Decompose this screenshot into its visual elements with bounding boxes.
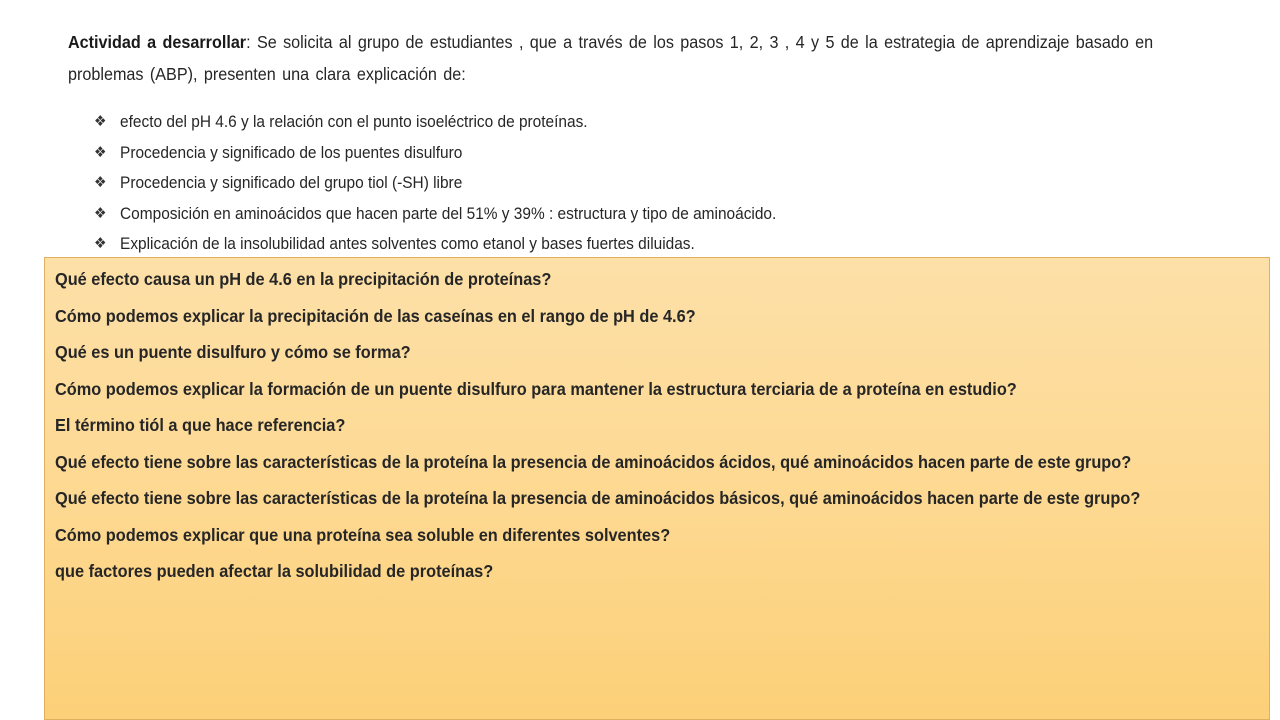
bullet-text: Procedencia y significado de los puentes disulfuro — [120, 142, 463, 162]
activity-intro — [68, 26, 1203, 90]
diamond-bullet-icon: ❖ — [94, 204, 107, 222]
bullet-item — [94, 168, 1130, 199]
question-item: Qué efecto tiene sobre las características de la proteína la presencia de aminoácidos ácidos, qué aminoácidos hacen parte de este grupo? — [55, 451, 1132, 472]
bullet-text: efecto del pH 4.6 y la relación con el punto isoeléctrico de proteínas. — [120, 112, 588, 131]
activity-section — [68, 26, 1208, 260]
question-item: Qué efecto tiene sobre las características de la proteína la presencia de aminoácidos básicos, qué aminoácidos hacen parte de este grupo? — [55, 488, 1141, 508]
bullet-text: Explicación de la insolubilidad antes solventes como etanol y bases fuertes diluidas. — [120, 234, 695, 253]
bullet-item — [94, 107, 1130, 138]
question-item: Qué es un puente disulfuro y cómo se forma? — [55, 342, 411, 362]
question-item: El término tiól a que hace referencia? — [55, 415, 346, 435]
diamond-bullet-icon: ❖ — [94, 174, 107, 191]
diamond-bullet-icon: ❖ — [94, 143, 107, 161]
question-item: Cómo podemos explicar que una proteína sea soluble en diferentes solventes? — [55, 524, 671, 545]
diamond-bullet-icon: ❖ — [94, 235, 107, 252]
diamond-bullet-icon: ❖ — [94, 113, 107, 130]
bullet-item — [94, 138, 1130, 169]
activity-lead: Actividad a desarrollar — [68, 32, 247, 52]
question-item: que factores pueden afectar la solubilidad de proteínas? — [55, 561, 494, 581]
activity-intro-text: : Se solicita al grupo de estudiantes , que a través de los pasos 1, 2, 3 , 4 y 5 de la estrategia de aprendizaje basado en problemas (ABP), presenten una clara explicación de: — [68, 32, 1154, 84]
bullet-item — [94, 229, 1130, 260]
question-item: Cómo podemos explicar la precipitación de las caseínas en el rango de pH de 4.6? — [55, 305, 696, 326]
bullet-text: Composición en aminoácidos que hacen parte del 51% y 39% : estructura y tipo de aminoácido. — [120, 203, 777, 223]
question-item: Qué efecto causa un pH de 4.6 en la precipitación de proteínas? — [55, 269, 552, 289]
bullet-item — [94, 199, 1130, 230]
question-item: Cómo podemos explicar la formación de un puente disulfuro para mantener la estructura terciaria de a proteína en estudio? — [55, 378, 1017, 399]
questions-box — [44, 257, 1270, 720]
bullet-text: Procedencia y significado del grupo tiol (-SH) libre — [120, 173, 463, 192]
activity-bullet-list — [94, 107, 1208, 260]
